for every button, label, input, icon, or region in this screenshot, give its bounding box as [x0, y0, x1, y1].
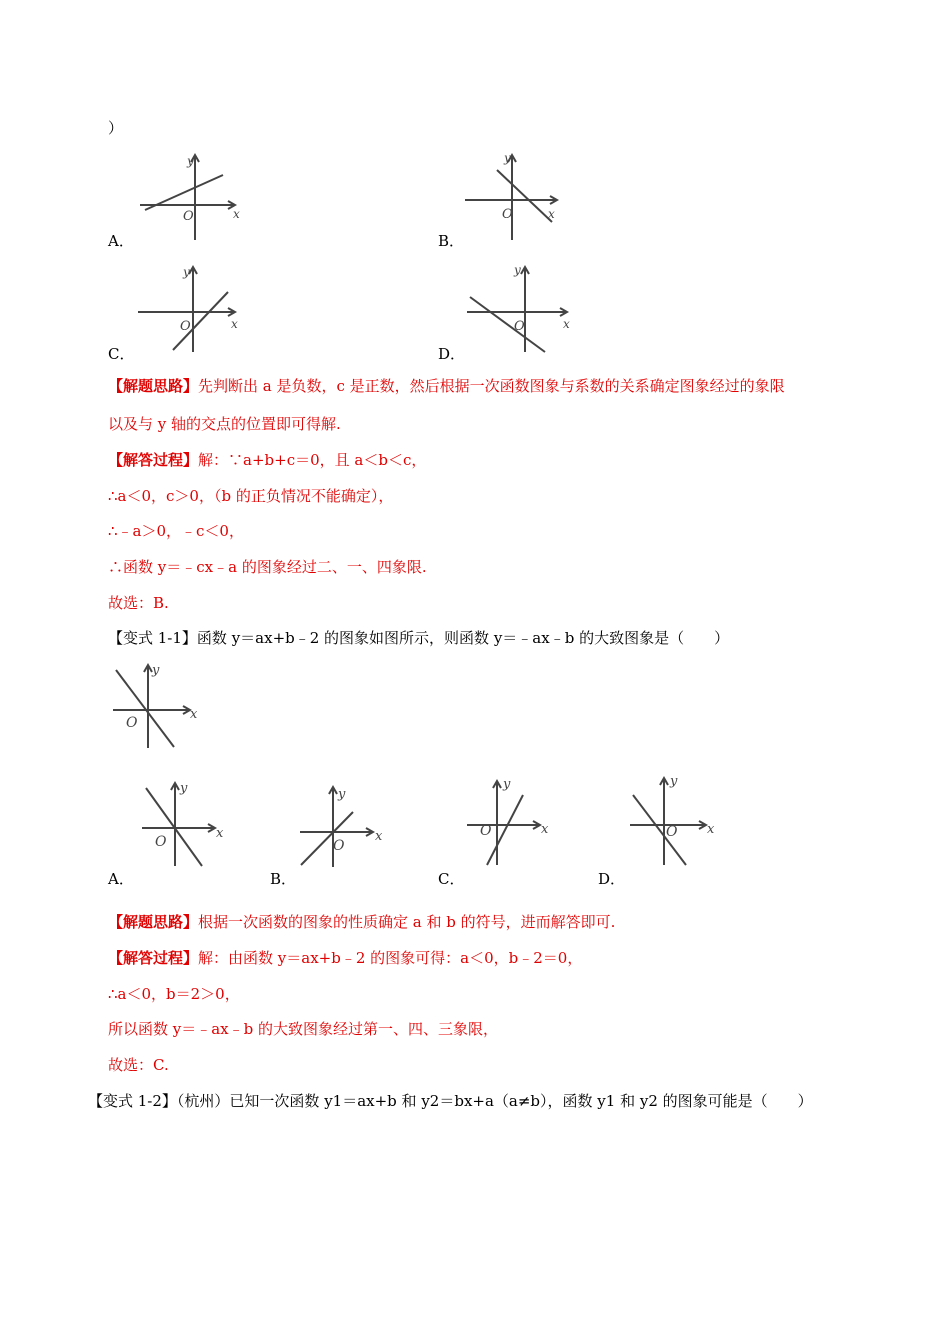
q1-option-a-label[interactable]: A． — [108, 232, 134, 250]
svg-text:x: x — [707, 822, 715, 837]
svg-text:x: x — [231, 317, 238, 331]
svg-text:y: y — [187, 154, 194, 168]
q1-solution-step: ∴a＜0，c＞0，（b 的正负情况不能确定）， — [108, 487, 394, 505]
continued-paren: ） — [108, 119, 124, 137]
variant-1-1-option-b-graph — [298, 782, 393, 870]
variant-1-1-option-c-label[interactable]: C． — [438, 870, 465, 888]
svg-text:O: O — [333, 838, 345, 854]
q1-solution-step: ∴﹣a＞0，﹣c＜0， — [108, 522, 244, 540]
q1-option-d-label[interactable]: D． — [438, 345, 466, 363]
svg-text:y: y — [504, 151, 511, 165]
svg-text:O: O — [126, 715, 138, 731]
svg-text:O: O — [155, 834, 167, 850]
variant-1-1-option-b-label[interactable]: B． — [270, 870, 297, 888]
q1-solution-answer: 故选：B. — [108, 594, 169, 612]
svg-text:y: y — [670, 774, 678, 789]
svg-text:O: O — [183, 209, 194, 224]
q1-option-d-graph — [462, 262, 577, 357]
q1-solution-step: ∴函数 y＝﹣cx﹣a 的图象经过二、一、四象限. — [108, 558, 427, 576]
q1-solution-idea: 【解题思路】先判断出 a 是负数，c 是正数，然后根据一次函数图象与系数的关系确定图象经过的象限 — [108, 377, 785, 395]
variant-1-1-option-a-graph — [140, 778, 235, 870]
svg-text:O: O — [666, 824, 678, 840]
svg-text:x: x — [541, 822, 549, 837]
variant-1-1-question: 【变式 1-1】函数 y＝ax+b﹣2 的图象如图所示，则函数 y＝﹣ax﹣b 的大致图象是（ ） — [108, 629, 730, 647]
q1-option-c-graph — [135, 262, 250, 357]
variant-1-1-option-d-graph — [628, 773, 723, 868]
svg-text:x: x — [375, 829, 383, 844]
svg-text:y: y — [152, 663, 160, 678]
q1-option-b-graph — [462, 150, 577, 245]
variant-1-2-question: 【变式 1-2】（杭州）已知一次函数 y1＝ax+b 和 y2＝bx+a（a≠b），函数 y1 和 y2 的图象可能是（ ） — [88, 1092, 813, 1110]
svg-text:x: x — [548, 207, 555, 221]
svg-text:y: y — [514, 263, 521, 277]
svg-text:O: O — [502, 207, 513, 222]
variant-1-1-option-a-label[interactable]: A． — [108, 870, 134, 888]
q1-solution-idea-cont: 以及与 y 轴的交点的位置即可得解. — [108, 415, 341, 433]
svg-text:y: y — [503, 777, 511, 792]
svg-text:O: O — [480, 823, 492, 839]
svg-text:y: y — [338, 787, 346, 802]
q1-option-a-graph — [135, 150, 250, 245]
svg-text:x: x — [216, 826, 224, 841]
svg-text:x: x — [233, 207, 240, 221]
svg-text:O: O — [180, 319, 191, 334]
variant-1-1-option-c-graph — [465, 773, 560, 868]
q1-option-c-label[interactable]: C． — [108, 345, 135, 363]
svg-text:x: x — [190, 707, 198, 722]
variant-1-1-solution-process: 【解答过程】解：由函数 y＝ax+b﹣2 的图象可得：a＜0，b﹣2＝0， — [108, 949, 583, 967]
variant-1-1-option-d-label[interactable]: D． — [598, 870, 626, 888]
svg-text:O: O — [514, 319, 525, 334]
svg-text:y: y — [183, 265, 190, 279]
svg-text:x: x — [563, 317, 570, 331]
q1-option-b-label[interactable]: B． — [438, 232, 465, 250]
variant-1-1-solution-step: 所以函数 y＝﹣ax﹣b 的大致图象经过第一、四、三象限， — [108, 1020, 499, 1038]
variant-1-1-solution-answer: 故选：C. — [108, 1056, 169, 1074]
svg-text:y: y — [180, 781, 188, 796]
q1-solution-process: 【解答过程】解：∵a+b+c＝0，且 a＜b＜c， — [108, 451, 427, 469]
variant-1-1-solution-step: ∴a＜0，b＝2＞0， — [108, 985, 240, 1003]
variant-1-1-solution-idea: 【解题思路】根据一次函数的图象的性质确定 a 和 b 的符号，进而解答即可. — [108, 913, 616, 931]
variant-1-1-given-graph — [108, 660, 208, 752]
